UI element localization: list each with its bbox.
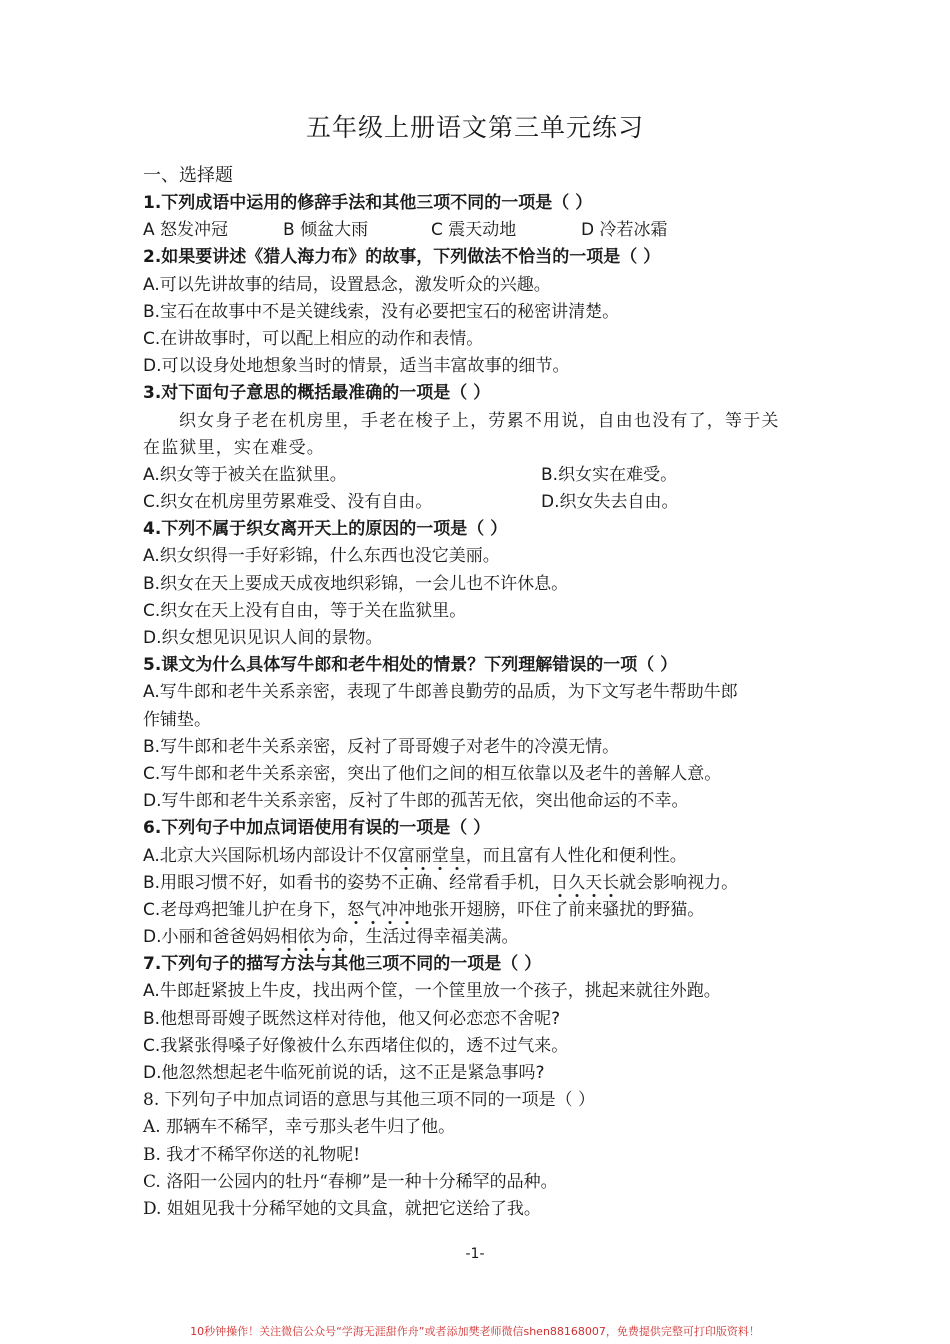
- q2-option-d: D.可以设身处地想象当时的情景，适当丰富故事的细节。: [143, 356, 570, 377]
- question-6-stem: 6.下列句子中加点词语使用有误的一项是（ ）: [143, 818, 491, 839]
- dotted-char: 堂: [431, 845, 449, 866]
- q6-option-a: [143, 843, 823, 870]
- q3-option-c: C.织女在机房里劳累难受、没有自由。: [143, 492, 433, 513]
- q2-option-a: A.可以先讲故事的结局，设置悬念，激发听众的兴趣。: [143, 274, 551, 295]
- q6-b-dotted-word: [551, 873, 619, 893]
- q4-option-d: D.织女想见识见识人间的景物。: [143, 628, 383, 648]
- footer-promo: 10秒钟操作！关注微信公众号“学海无涯甜作舟”或者添加樊老师微信shen88168007，免费提供完整可打印版资料！: [190, 1325, 760, 1338]
- q6-c-prefix: C.老母鸡把雏儿护在身下，: [143, 899, 348, 920]
- page-title: 五年级上册语文第三单元练习: [305, 113, 644, 142]
- question-3-stem: 3.对下面句子意思的概括最准确的一项是（ ）: [143, 383, 491, 404]
- q6-option-b: [143, 870, 823, 897]
- q7-option-d: D.他忽然想起老牛临死前说的话，这不正是紧急事吗?: [143, 1063, 545, 1083]
- dotted-char: 冲: [381, 899, 399, 920]
- q4-option-a: A.织女织得一手好彩锦，什么东西也没它美丽。: [143, 546, 500, 567]
- dotted-char: 冲: [398, 899, 416, 920]
- q3-option-b: B.织女实在难受。: [541, 464, 678, 485]
- q4-option-c: C.织女在天上没有自由，等于关在监狱里。: [143, 600, 467, 621]
- question-1-options: [143, 217, 823, 244]
- q1-option-c: C 震天动地: [431, 220, 517, 241]
- question-7-stem: 7.下列句子的描写方法与其他三项不同的一项是（ ）: [143, 954, 542, 975]
- q6-d-suffix: ，生活过得幸福美满。: [348, 927, 519, 948]
- q6-c-dotted-word: [347, 900, 415, 920]
- q3-options-row-2: [143, 489, 823, 516]
- q5-option-c: C.写牛郎和老牛关系亲密，突出了他们之间的相互依靠以及老牛的善解人意。: [143, 763, 722, 784]
- q1-option-b: B 倾盆大雨: [283, 220, 369, 241]
- q6-d-prefix: D.小丽和爸爸妈妈: [143, 927, 281, 948]
- q6-a-prefix: A.北京大兴国际机场内部设计不仅: [143, 845, 398, 866]
- dotted-char: 为: [314, 927, 332, 948]
- dotted-char: 久: [568, 872, 586, 893]
- q7-option-c: C.我紧张得嗓子好像被什么东西堵住似的，透不过气来。: [143, 1035, 569, 1056]
- q8-option-d: D. 姐姐见我十分稀罕她的文具盒，就把它送给了我。: [143, 1198, 541, 1219]
- dotted-char: 怒: [347, 899, 365, 920]
- dotted-char: 长: [602, 872, 620, 893]
- q6-option-c: [143, 897, 823, 924]
- q3-option-d: D.织女失去自由。: [541, 492, 679, 513]
- q8-option-b: B. 我才不稀罕你送的礼物呢!: [143, 1144, 361, 1165]
- q6-option-d: [143, 924, 823, 951]
- question-1-stem: 1.下列成语中运用的修辞手法和其他三项不同的一项是（ ）: [143, 193, 593, 213]
- q4-option-b: B.织女在天上要成天成夜地织彩锦，一会儿也不许休息。: [143, 573, 569, 594]
- q2-option-c: C.在讲故事时，可以配上相应的动作和表情。: [143, 328, 484, 349]
- q7-option-a: A.牛郎赶紧披上牛皮，找出两个筐，一个筐里放一个孩子，挑起来就往外跑。: [143, 981, 721, 1002]
- q5-option-a-line-2: 作铺垫。: [143, 709, 211, 730]
- question-list: [143, 190, 823, 1223]
- dotted-char: 天: [585, 872, 603, 893]
- q3-options-row-1: [143, 462, 823, 489]
- dotted-char: 日: [551, 872, 569, 893]
- q8-option-a: A. 那辆车不稀罕，幸亏那头老牛归了他。: [143, 1117, 456, 1138]
- section-heading: 一、选择题: [143, 165, 233, 186]
- q2-option-b: B.宝石在故事中不是关键线索，没有必要把宝石的秘密讲清楚。: [143, 301, 620, 322]
- question-8-stem: 8. 下列句子中加点词语的意思与其他三项不同的一项是（ ）: [143, 1090, 596, 1111]
- q3-quote-line-1: 织女身子老在机房里，手老在梭子上，劳累不用说，自由也没有了，等于关: [179, 410, 780, 431]
- dotted-char: 富: [397, 845, 415, 866]
- q5-option-a-line-1: A.写牛郎和老牛关系亲密，表现了牛郎善良勤劳的品质，为下文写老牛帮助牛郎: [143, 682, 738, 703]
- q7-option-b: B.他想哥哥嫂子既然这样对待他，他又何必恋恋不舍呢?: [143, 1008, 561, 1029]
- q6-a-suffix: ，而且富有人性化和便利性。: [465, 845, 687, 866]
- q5-option-b: B.写牛郎和老牛关系亲密，反衬了哥哥嫂子对老牛的冷漠无情。: [143, 736, 620, 757]
- q6-a-dotted-word: [398, 846, 466, 866]
- dotted-char: 命: [331, 927, 349, 948]
- dotted-char: 依: [297, 927, 315, 948]
- q3-option-a: A.织女等于被关在监狱里。: [143, 464, 347, 485]
- question-2-stem: 2.如果要讲述《猎人海力布》的故事，下列做法不恰当的一项是（ ）: [143, 247, 661, 268]
- q6-b-prefix: B.用眼习惯不好，如看书的姿势不正确、经常看手机，: [143, 872, 552, 893]
- q6-b-suffix: 就会影响视力。: [619, 872, 739, 893]
- question-5-stem: 5.课文为什么具体写牛郎和老牛相处的情景？下列理解错误的一项（ ）: [143, 655, 678, 676]
- q1-option-d: D 冷若冰霜: [581, 220, 668, 241]
- question-4-stem: 4.下列不属于织女离开天上的原因的一项是（ ）: [143, 519, 508, 540]
- dotted-char: 相: [280, 927, 298, 948]
- q1-option-a: A 怒发冲冠: [143, 220, 229, 241]
- q6-d-dotted-word: [281, 927, 349, 947]
- page-number: -1-: [465, 1246, 485, 1262]
- dotted-char: 丽: [414, 845, 432, 866]
- q8-option-c: C. 洛阳一公园内的牡丹“春柳”是一种十分稀罕的品种。: [143, 1171, 558, 1192]
- q6-c-suffix: 地张开翅膀，吓住了前来骚扰的野猫。: [415, 899, 705, 920]
- dotted-char: 气: [364, 899, 382, 920]
- q3-quote-line-2: 在监狱里，实在难受。: [143, 437, 325, 458]
- dotted-char: 皇: [448, 845, 466, 866]
- q5-option-d: D.写牛郎和老牛关系亲密，反衬了牛郎的孤苦无依，突出他命运的不幸。: [143, 791, 689, 812]
